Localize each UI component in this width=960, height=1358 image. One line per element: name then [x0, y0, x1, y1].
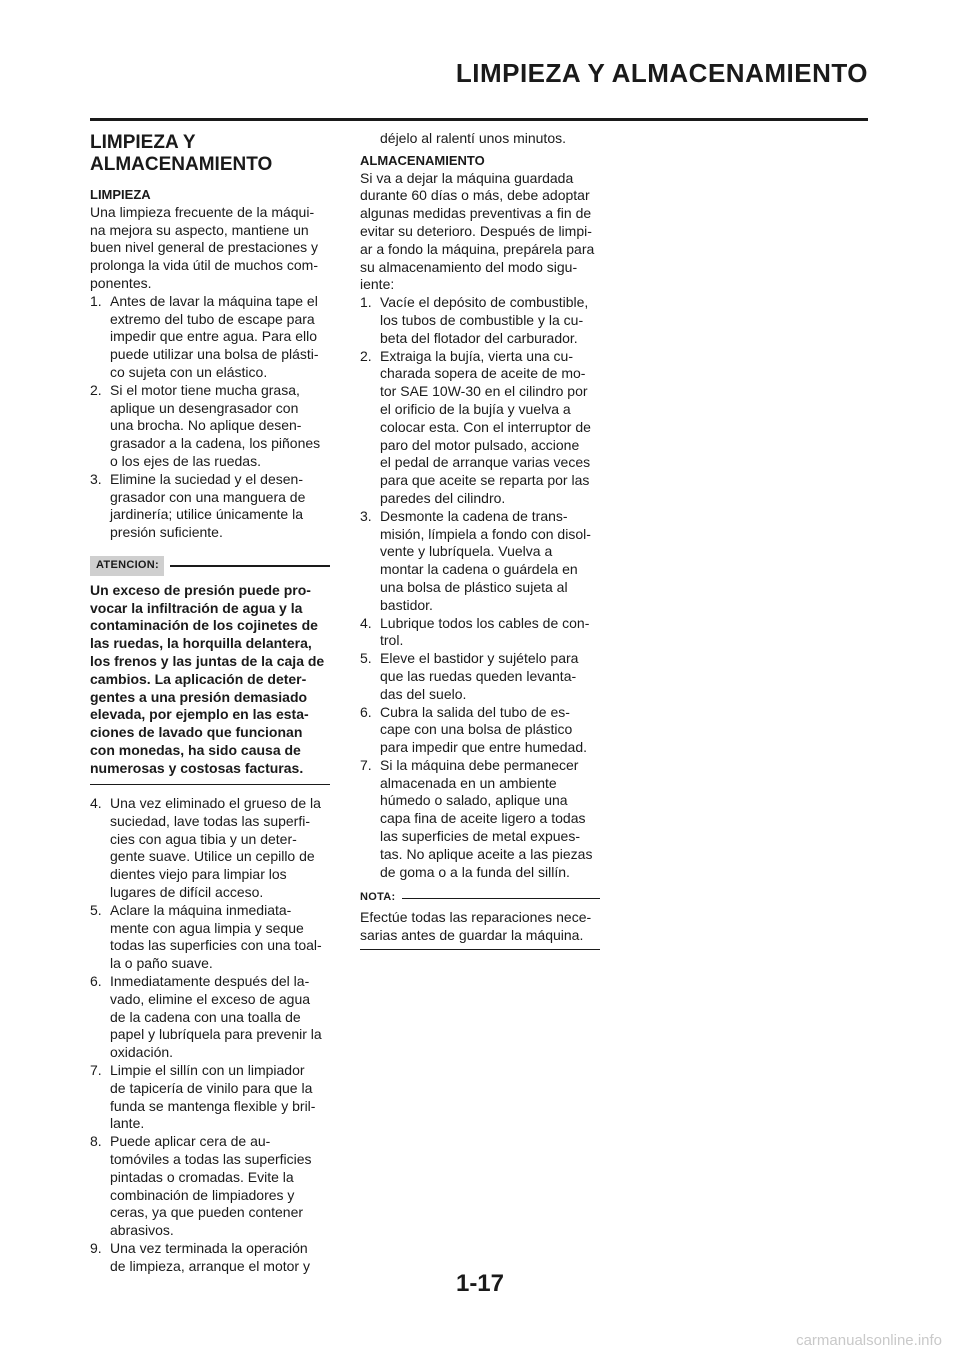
- column-left: [90, 130, 330, 1276]
- list-item-line: mente con agua limpia y seque: [110, 919, 304, 936]
- list-item-line: Aclare la máquina inmediata-: [110, 901, 292, 918]
- list-item-number: 1.: [90, 292, 102, 309]
- list-item-line: Eleve el bastidor y sujételo para: [380, 650, 579, 667]
- list-item-number: 7.: [90, 1062, 102, 1079]
- list-item-line: Limpie el sillín con un limpiador: [110, 1062, 305, 1079]
- list-item-line: lante.: [110, 1115, 145, 1132]
- list-item-line: Una vez terminada la operación: [110, 1240, 308, 1257]
- list-item: [90, 902, 330, 973]
- caution-end-rule: [90, 784, 330, 786]
- list-item-line: almacenada en un ambiente: [380, 774, 557, 791]
- list-item-line: una brocha. No aplique desen-: [110, 417, 302, 434]
- text-line: ar a fondo la máquina, prepárela para: [360, 240, 595, 257]
- list-item: [90, 382, 330, 471]
- section-title: [90, 132, 330, 176]
- list-item-line: oxidación.: [110, 1044, 174, 1061]
- cleaning-steps-b: [90, 795, 330, 1276]
- list-item-line: que las ruedas queden levanta-: [380, 667, 577, 684]
- list-item-number: 7.: [360, 756, 372, 773]
- list-item-line: capa fina de aceite ligero a todas: [380, 810, 586, 827]
- text-line: na mejora su aspecto, mantiene un: [90, 221, 309, 238]
- list-item: [90, 795, 330, 902]
- text-line: las ruedas, la horquilla delantera,: [90, 635, 312, 652]
- list-item-line: Puede aplicar cera de au-: [110, 1133, 271, 1150]
- list-item-number: 4.: [360, 614, 372, 631]
- list-item: [90, 471, 330, 542]
- list-item-number: 9.: [90, 1240, 102, 1257]
- list-item-line: montar la cadena o guárdela en: [380, 561, 578, 578]
- list-item-line: co sujeta con un elástico.: [110, 363, 268, 380]
- text-line: vocar la infiltración de agua y la: [90, 599, 303, 616]
- list-item-line: ceras, ya que pueden contener: [110, 1204, 304, 1221]
- list-item-line: combinación de limpiadores y: [110, 1186, 295, 1203]
- list-item-line: Elimine la suciedad y el desen-: [110, 470, 303, 487]
- cleaning-intro: [90, 204, 330, 293]
- caution-header: [90, 556, 330, 576]
- cleaning-title: LIMPIEZA: [90, 187, 151, 202]
- list-item: [360, 757, 600, 882]
- list-item: [360, 348, 600, 508]
- list-item-line: tas. No aplique aceite a las piezas: [380, 845, 593, 862]
- text-line: evitar su deterioro. Después de limpi-: [360, 222, 592, 239]
- list-item-line: Desmonte la cadena de trans-: [380, 507, 568, 524]
- text-line: cambios. La aplicación de deter-: [90, 670, 307, 687]
- note-label: NOTA:: [360, 891, 396, 904]
- list-item-line: una bolsa de plástico sujeta al: [380, 578, 568, 595]
- text-line: numerosas y costosas facturas.: [90, 759, 304, 776]
- text-line: Un exceso de presión puede pro-: [90, 581, 311, 598]
- text-line: ponentes.: [90, 274, 152, 291]
- caution-header-rule: [170, 565, 330, 567]
- list-item-number: 6.: [90, 973, 102, 990]
- list-item: [90, 973, 330, 1062]
- text-line: elevada, por ejemplo en las esta-: [90, 706, 309, 723]
- list-item: [360, 294, 600, 347]
- list-item-line: tor SAE 10W-30 en el cilindro por: [380, 383, 588, 400]
- page-number: 1-17: [455, 1270, 505, 1297]
- list-item-line: la o paño suave.: [110, 955, 213, 972]
- list-item-line: paredes del cilindro.: [380, 489, 506, 506]
- list-item-line: Una vez eliminado el grueso de la: [110, 795, 321, 812]
- list-item: [90, 1133, 330, 1240]
- list-item-line: bastidor.: [380, 596, 433, 613]
- text-line: su almacenamiento del modo sigu-: [360, 258, 578, 275]
- list-item: [90, 293, 330, 382]
- storage-title: ALMACENAMIENTO: [360, 152, 485, 168]
- list-item-number: 3.: [360, 507, 372, 524]
- list-item-line: para impedir que entre humedad.: [380, 739, 588, 756]
- list-item-line: lugares de difícil acceso.: [110, 884, 264, 901]
- section-title-line2: ALMACENAMIENTO: [90, 154, 273, 175]
- list-item-line: misión, límpiela a fondo con disol-: [380, 525, 591, 542]
- list-item-line: pintadas o cromadas. Evite la: [110, 1168, 294, 1185]
- storage-steps: [360, 294, 600, 881]
- list-item: [360, 615, 600, 651]
- list-item-line: grasador con una manguera de: [110, 488, 306, 505]
- text-line: buen nivel general de prestaciones y: [90, 239, 319, 256]
- list-item-line: todas las superficies con una toal-: [110, 937, 322, 954]
- list-item-line: vado, elimine el exceso de agua: [110, 990, 311, 1007]
- list-item-line: los tubos de combustible y la cu-: [380, 311, 584, 328]
- list-item-line: charada sopera de aceite de mo-: [380, 365, 586, 382]
- watermark: carmanualsonline.info: [796, 1332, 942, 1349]
- text-line: contaminación de los cojinetes de: [90, 617, 318, 634]
- list-item-number: 6.: [360, 703, 372, 720]
- list-item-line: aplique un desengrasador con: [110, 399, 299, 416]
- list-item-line: el pedal de arranque varias veces: [380, 454, 591, 471]
- list-item-number: 2.: [90, 381, 102, 398]
- list-item-number: 4.: [90, 795, 102, 812]
- cleaning-steps-a: [90, 293, 330, 542]
- list-item-number: 3.: [90, 470, 102, 487]
- section-title-line1: LIMPIEZA Y: [90, 132, 196, 153]
- list-item-number: 5.: [360, 650, 372, 667]
- list-item-number: 8.: [90, 1133, 102, 1150]
- note-header: [360, 889, 600, 907]
- text-line: Si va a dejar la máquina guardada: [360, 169, 574, 186]
- list-item-line: el orificio de la bujía y vuelva a: [380, 400, 571, 417]
- list-item-line: beta del flotador del carburador.: [380, 329, 578, 346]
- list-item-line: Cubra la salida del tubo de es-: [380, 703, 570, 720]
- text-line: Una limpieza frecuente de la máqui-: [90, 203, 315, 220]
- list-item-number: 2.: [360, 347, 372, 364]
- step9-continued: déjelo al ralentí unos minutos.: [380, 130, 566, 146]
- list-item-line: funda se mantenga flexible y bril-: [110, 1097, 316, 1114]
- text-line: ciones de lavado que funcionan: [90, 724, 303, 741]
- list-item-line: de limpieza, arranque el motor y: [110, 1257, 310, 1274]
- text-line: con monedas, ha sido causa de: [90, 741, 301, 758]
- note-end-rule: [360, 949, 600, 951]
- text-line: prolonga la vida útil de muchos com-: [90, 257, 319, 274]
- list-item-line: suciedad, lave todas las superfi-: [110, 812, 310, 829]
- text-line: durante 60 días o más, debe adoptar: [360, 187, 590, 204]
- list-item: [360, 650, 600, 703]
- list-item-line: cape con una bolsa de plástico: [380, 721, 573, 738]
- storage-intro: [360, 170, 600, 295]
- list-item-line: de goma o a la funda del sillín.: [380, 863, 570, 880]
- list-item-line: las superficies de metal expues-: [380, 828, 580, 845]
- text-line: algunas medidas preventivas a fin de: [360, 205, 592, 222]
- list-item-line: trol.: [380, 632, 404, 649]
- list-item-line: Si el motor tiene mucha grasa,: [110, 381, 300, 398]
- list-item-line: Inmediatamente después del la-: [110, 973, 310, 990]
- list-item-line: Extraiga la bujía, vierta una cu-: [380, 347, 573, 364]
- list-item-line: de la cadena con una toalla de: [110, 1008, 301, 1025]
- list-item-line: de tapicería de vinilo para que la: [110, 1079, 313, 1096]
- note-header-rule: [402, 898, 600, 900]
- list-item-line: jardinería; utilice únicamente la: [110, 506, 303, 523]
- list-item-line: impedir que entre agua. Para ello: [110, 328, 318, 345]
- text-line: los frenos y las juntas de la caja de: [90, 652, 325, 669]
- list-item-line: húmedo o salado, aplique una: [380, 792, 568, 809]
- text-line: Efectúe todas las reparaciones nece-: [360, 909, 592, 926]
- header-rule: [90, 118, 868, 121]
- list-item-line: cies con agua tibia y un deter-: [110, 830, 297, 847]
- page-header-title: LIMPIEZA Y ALMACENAMIENTO: [455, 58, 868, 88]
- list-item-line: gente suave. Utilice un cepillo de: [110, 848, 315, 865]
- list-item-line: Si la máquina debe permanecer: [380, 756, 579, 773]
- list-item-line: dientes viejo para limpiar los: [110, 866, 287, 883]
- list-item-number: 5.: [90, 901, 102, 918]
- list-item: [360, 508, 600, 615]
- list-item-line: para que aceite se reparta por las: [380, 472, 590, 489]
- list-item: [360, 704, 600, 757]
- list-item-line: paro del motor pulsado, accione: [380, 436, 580, 453]
- list-item-line: papel y lubríquela para prevenir la: [110, 1026, 322, 1043]
- list-item-line: o los ejes de las ruedas.: [110, 452, 261, 469]
- note-text: [360, 909, 600, 945]
- column-right: [360, 130, 600, 950]
- list-item-line: vente y lubríquela. Vuelva a: [380, 543, 553, 560]
- list-item: [90, 1062, 330, 1133]
- list-item-line: Antes de lavar la máquina tape el: [110, 292, 318, 309]
- caution-text: [90, 582, 330, 778]
- text-line: iente:: [360, 276, 395, 293]
- text-line: sarias antes de guardar la máquina.: [360, 927, 584, 944]
- list-item-line: Vacíe el depósito de combustible,: [380, 294, 589, 311]
- list-item-line: presión suficiente.: [110, 524, 223, 541]
- text-line: gentes a una presión demasiado: [90, 688, 308, 705]
- list-item-line: abrasivos.: [110, 1222, 174, 1239]
- list-item-line: tomóviles a todas las superficies: [110, 1151, 312, 1168]
- list-item-number: 1.: [360, 294, 372, 311]
- list-item-line: extremo del tubo de escape para: [110, 310, 315, 327]
- list-item-line: grasador a la cadena, los piñones: [110, 435, 321, 452]
- list-item-line: Lubrique todos los cables de con-: [380, 614, 590, 631]
- list-item-line: das del suelo.: [380, 685, 467, 702]
- caution-label: ATENCION:: [90, 556, 164, 576]
- list-item-line: puede utilizar una bolsa de plásti-: [110, 346, 319, 363]
- list-item-line: colocar esta. Con el interruptor de: [380, 418, 591, 435]
